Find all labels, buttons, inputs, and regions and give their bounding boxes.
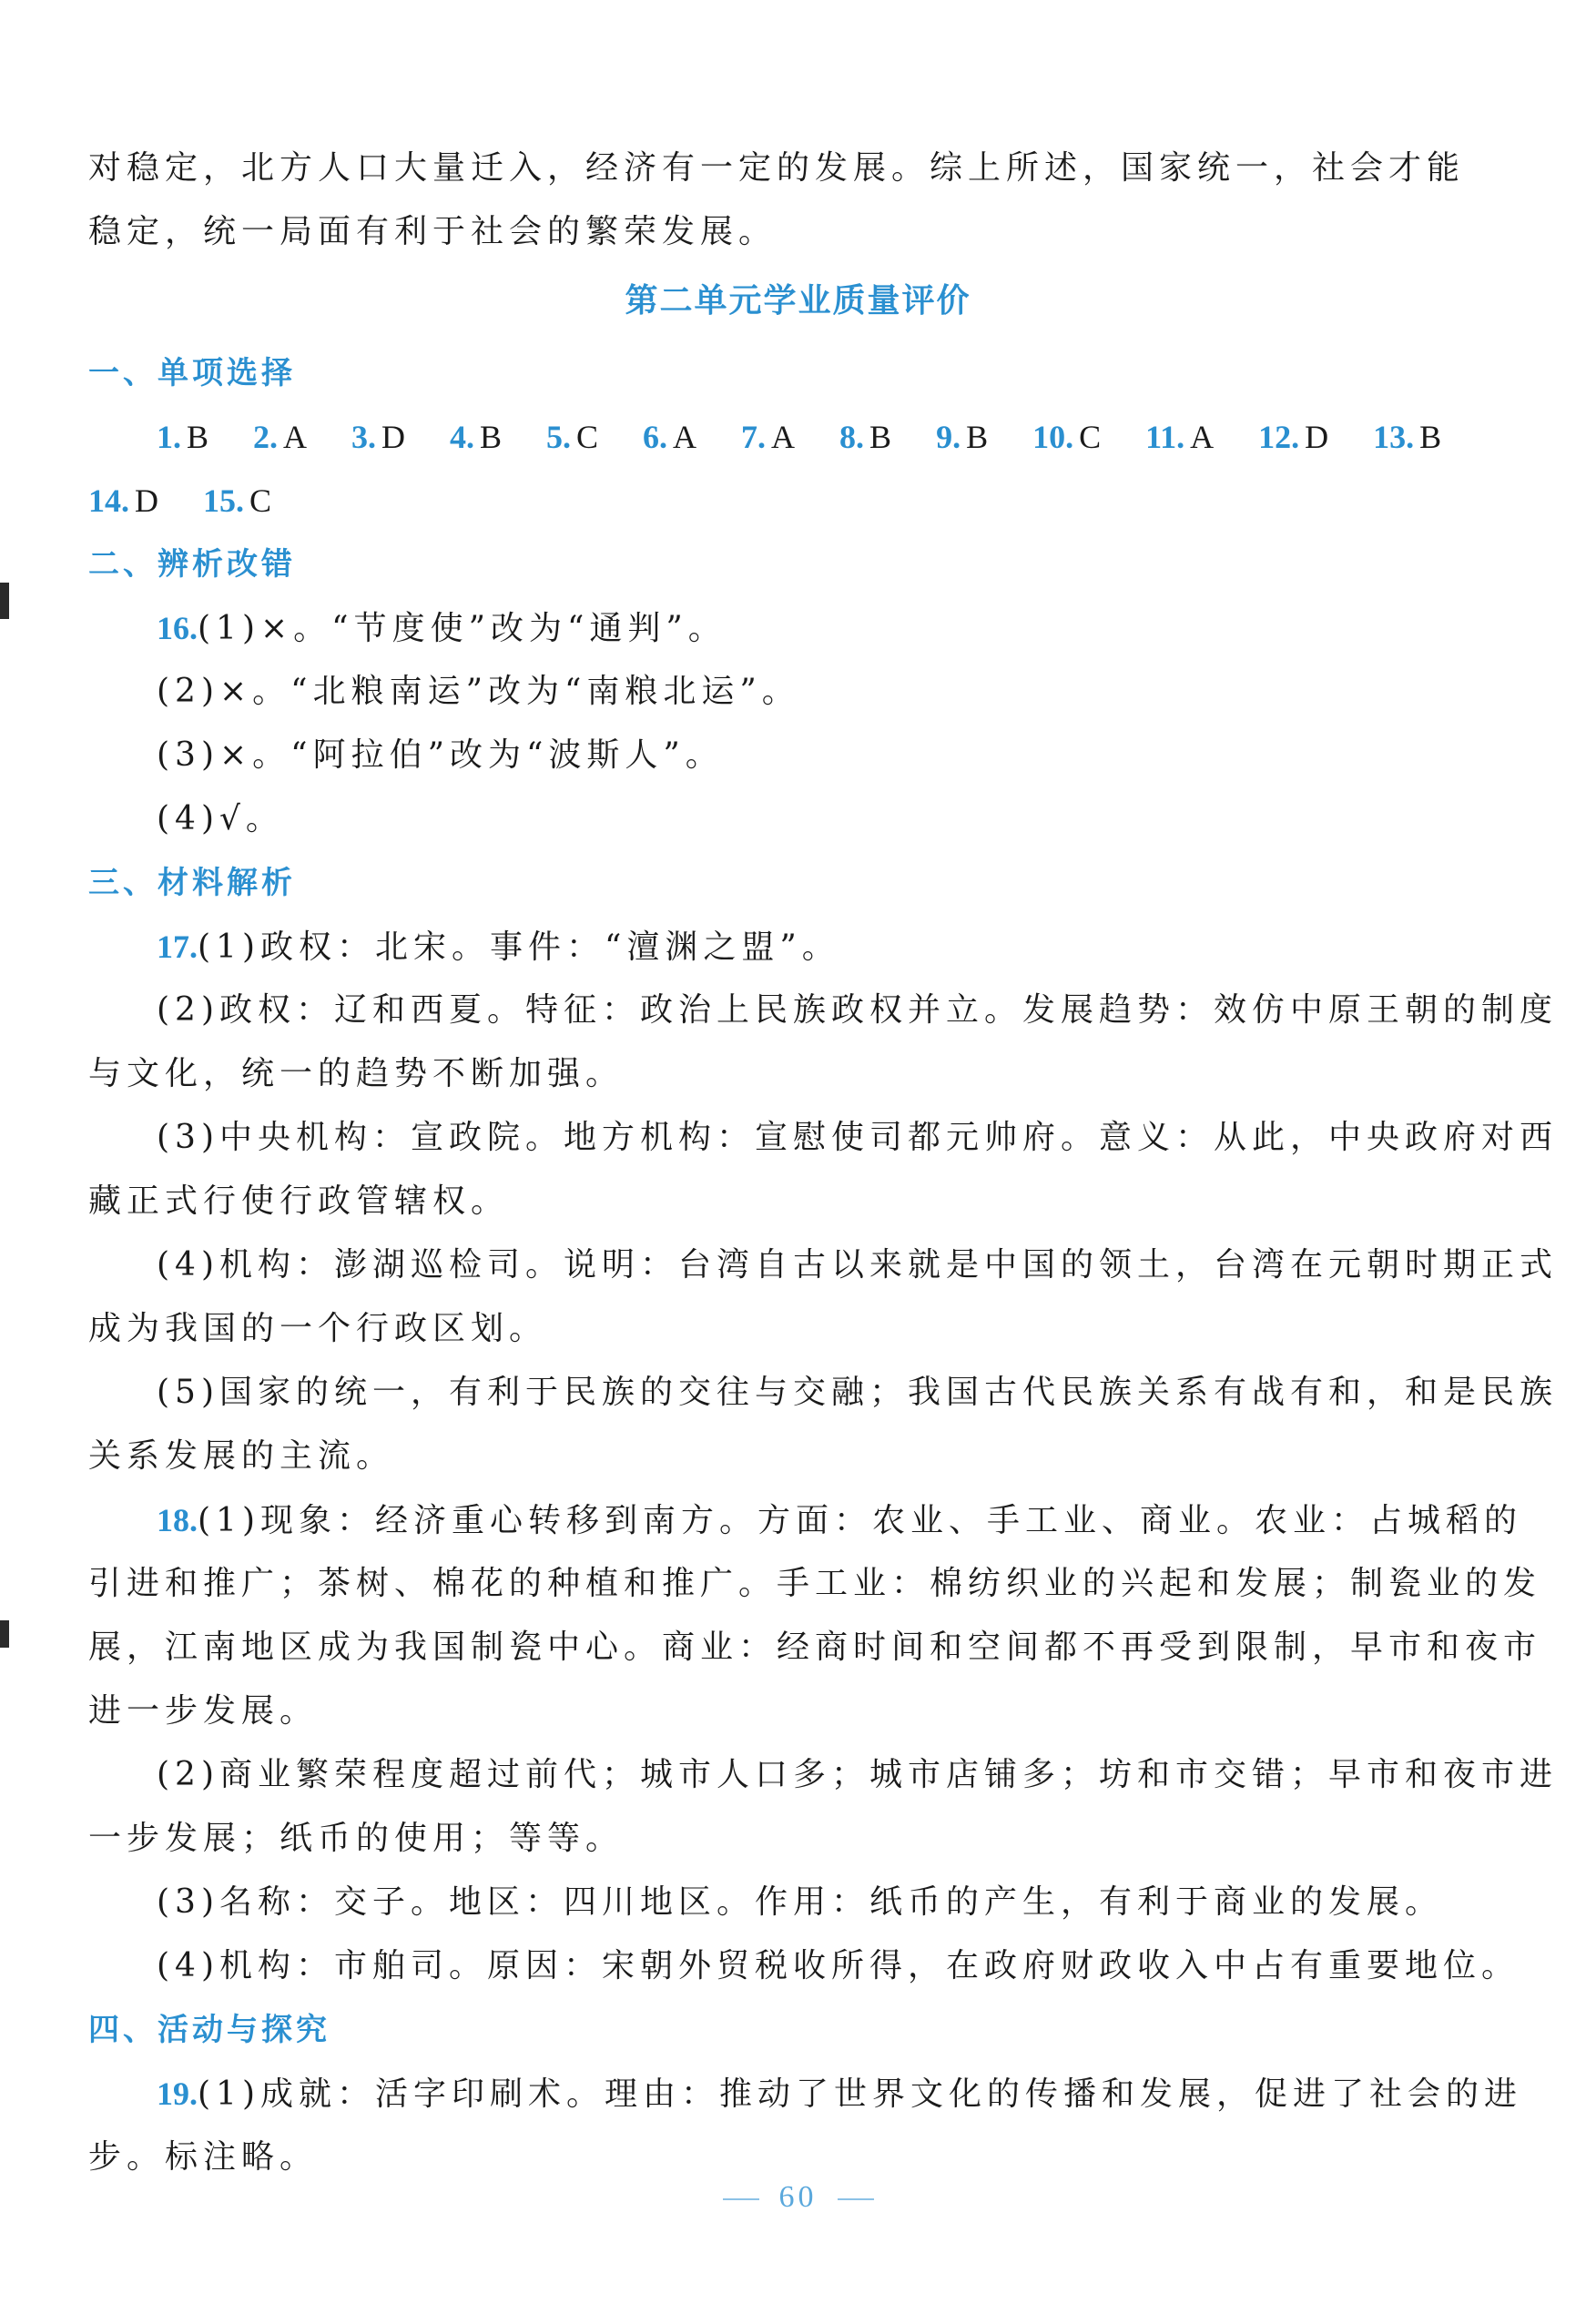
choice-item: 4. B xyxy=(450,419,503,455)
unit-title: 第二单元学业质量评价 xyxy=(625,281,971,320)
question-number: 19. xyxy=(157,2075,198,2112)
page-number-dash xyxy=(838,2198,874,2200)
section-heading: 三、材料解析 xyxy=(88,865,296,901)
choice-item: 9. B xyxy=(936,419,989,455)
question-number: 18. xyxy=(157,1502,198,1538)
answer-line: 16.(1)×。“节度使”改为“通判”。 xyxy=(157,610,727,647)
choice-item: 13. B xyxy=(1373,419,1442,455)
answer-line: 展，江南地区成为我国制瓷中心。商业：经商时间和空间都不再受到限制，早市和夜市 xyxy=(88,1629,1542,1666)
answer-line: (2)政权：辽和西夏。特征：政治上民族政权并立。发展趋势：效仿中原王朝的制度 xyxy=(157,991,1558,1029)
choice-item: 5. C xyxy=(546,419,599,455)
binding-mark xyxy=(0,1620,9,1648)
answer-line: 与文化，统一的趋势不断加强。 xyxy=(88,1055,625,1092)
answer-line: 步。标注略。 xyxy=(88,2138,319,2176)
section-heading: 二、辨析改错 xyxy=(88,546,296,583)
answer-line: 关系发展的主流。 xyxy=(88,1437,395,1475)
section-heading: 四、活动与探究 xyxy=(88,2012,330,2048)
question-number: 17. xyxy=(157,929,198,965)
choice-item: 15. C xyxy=(203,482,272,519)
choice-item: 11. A xyxy=(1145,419,1215,455)
answer-line: 成为我国的一个行政区划。 xyxy=(88,1310,548,1347)
answer-line: 引进和推广；茶树、棉花的种植和推广。手工业：棉纺织业的兴起和发展；制瓷业的发 xyxy=(88,1565,1542,1602)
answer-line: 19.(1)成就：活字印刷术。理由：推动了世界文化的传播和发展，促进了社会的进 xyxy=(157,2075,1522,2113)
answer-line: 17.(1)政权：北宋。事件：“澶渊之盟”。 xyxy=(157,929,840,966)
answer-line: (4)机构：市舶司。原因：宋朝外贸税收所得，在政府财政收入中占有重要地位。 xyxy=(157,1947,1520,1984)
answer-line: (4)√。 xyxy=(157,800,284,837)
answer-line: (3)名称：交子。地区：四川地区。作用：纸币的产生，有利于商业的发展。 xyxy=(157,1883,1443,1921)
answer-line: (3)中央机构：宣政院。地方机构：宣慰使司都元帅府。意义：从此，中央政府对西 xyxy=(157,1119,1558,1156)
question-number: 16. xyxy=(157,610,198,646)
answer-line: (5)国家的统一，有利于民族的交往与交融；我国古代民族关系有战有和，和是民族 xyxy=(157,1374,1558,1411)
choice-row xyxy=(88,478,308,523)
choice-row xyxy=(157,414,1478,460)
choice-item: 8. B xyxy=(839,419,892,455)
page-number: 60 xyxy=(0,2180,1596,2215)
choice-item: 1. B xyxy=(157,419,209,455)
answer-line: (3)×。“阿拉伯”改为“波斯人”。 xyxy=(157,736,724,774)
section-heading: 一、单项选择 xyxy=(88,355,296,391)
intro-line: 稳定，统一局面有利于社会的繁荣发展。 xyxy=(88,213,778,250)
answer-line: 进一步发展。 xyxy=(88,1692,319,1730)
answer-line: 藏正式行使行政管辖权。 xyxy=(88,1182,510,1220)
answer-line: 一步发展；纸币的使用；等等。 xyxy=(88,1820,625,1857)
answer-line: (2)商业繁荣程度超过前代；城市人口多；城市店铺多；坊和市交错；早市和夜市进 xyxy=(157,1756,1558,1793)
binding-mark xyxy=(0,583,9,619)
intro-line: 对稳定，北方人口大量迁入，经济有一定的发展。综上所述，国家统一，社会才能 xyxy=(88,149,1466,187)
choice-item: 10. C xyxy=(1032,419,1102,455)
choice-item: 6. A xyxy=(643,419,697,455)
page-number-dash xyxy=(723,2198,759,2200)
choice-item: 2. A xyxy=(253,419,308,455)
answer-line: (4)机构：澎湖巡检司。说明：台湾自古以来就是中国的领土，台湾在元朝时期正式 xyxy=(157,1246,1558,1284)
choice-item: 3. D xyxy=(351,419,406,455)
choice-item: 12. D xyxy=(1258,419,1329,455)
answer-line: 18.(1)现象：经济重心转移到南方。方面：农业、手工业、商业。农业：占城稻的 xyxy=(157,1502,1522,1539)
choice-item: 14. D xyxy=(88,482,158,519)
choice-item: 7. A xyxy=(741,419,796,455)
answer-line: (2)×。“北粮南运”改为“南粮北运”。 xyxy=(157,673,800,710)
